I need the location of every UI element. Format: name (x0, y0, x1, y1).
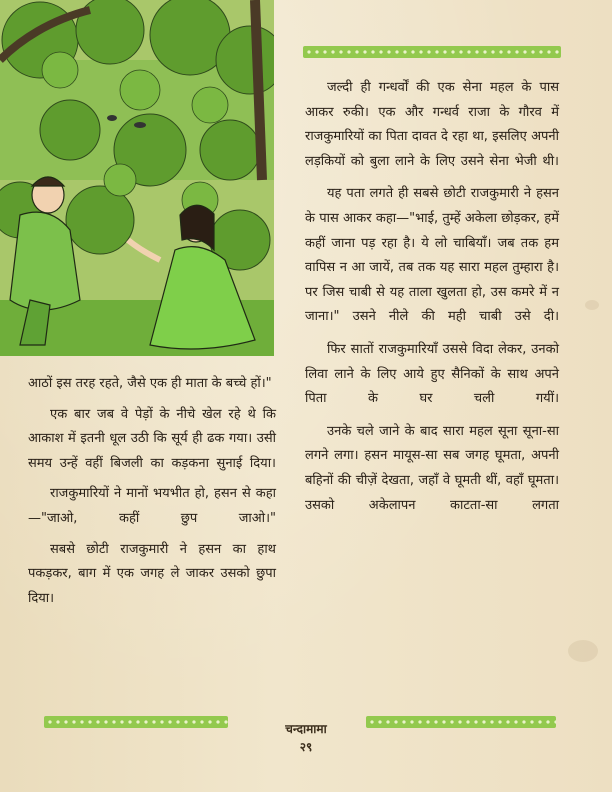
paper-stain (568, 640, 598, 662)
paragraph: सबसे छोटी राजकुमारी ने हसन का हाथ पकड़कर, बाग में एक जगह ले जाकर उसको छुपा दिया। (28, 541, 276, 606)
paragraph: एक बार जब वे पेड़ों के नीचे खेल रहे थे कि आकाश में इतनी धूल उठी कि सूर्य ही ढक गया। उसी समय उन्हें वहीं बिजली का कड़कना सुनाई दिया। (28, 406, 276, 471)
right-text-column (305, 76, 559, 518)
decorative-border-top (303, 46, 561, 58)
magazine-title: चन्दामामा (285, 722, 327, 736)
paper-stain (585, 300, 599, 310)
illustration-forest-scene-icon (0, 0, 274, 356)
illustration-forest-scene (0, 0, 274, 356)
paragraph: राजकुमारियों ने मानों भयभीत हो, हसन से कहा—"जाओ, कहीं छुप जाओ।" (28, 486, 276, 526)
paragraph: आठों इस तरह रहते, जैसे एक ही माता के बच्चे हों।" (28, 376, 272, 391)
paragraph: फिर सातों राजकुमारियाँ उससे विदा लेकर, उनको लिवा लाने के लिए आये हुए सैनिकों के साथ अपने पिता के घर चली गयीं। (305, 341, 559, 407)
paragraph: यह पता लगते ही सबसे छोटी राजकुमारी ने हसन के पास आकर कहा—"भाई, तुम्हें अकेला छोड़कर, हमें कहीं जाना पड़ रहा है। ये लो चाबियाँ। जब तक हम वापिस न आ जायें, तब तक यह सारा महल तुम्हारा है। पर जिस चाबी से यह ताला खुलता हो, उस कमरे में न जाना।" उसने नीले की मही चाबी उसे दी। (305, 186, 559, 325)
left-text-column (28, 372, 276, 611)
paragraph: जल्दी ही गन्धर्वों की एक सेना महल के पास आकर रुकी। एक और गन्धर्व राजा के गौरव में राजकुमारियों का पिता दावत दे रहा था, इसलिए अपनी लड़कियों को बुला लाने के लिए उसने सेना भेजी थी। (305, 80, 559, 169)
page-number: २९ (299, 740, 313, 754)
paragraph: उनके चले जाने के बाद सारा महल सूना सूना-सा लगने लगा। हसन मायूस-सा सब जगह घूमता, अपनी बहिनों की चीज़ें देखता, जहाँ वे घूमती थीं, वहाँ घूमता। उसको अकेलापन काटता-सा लगता (305, 423, 559, 513)
